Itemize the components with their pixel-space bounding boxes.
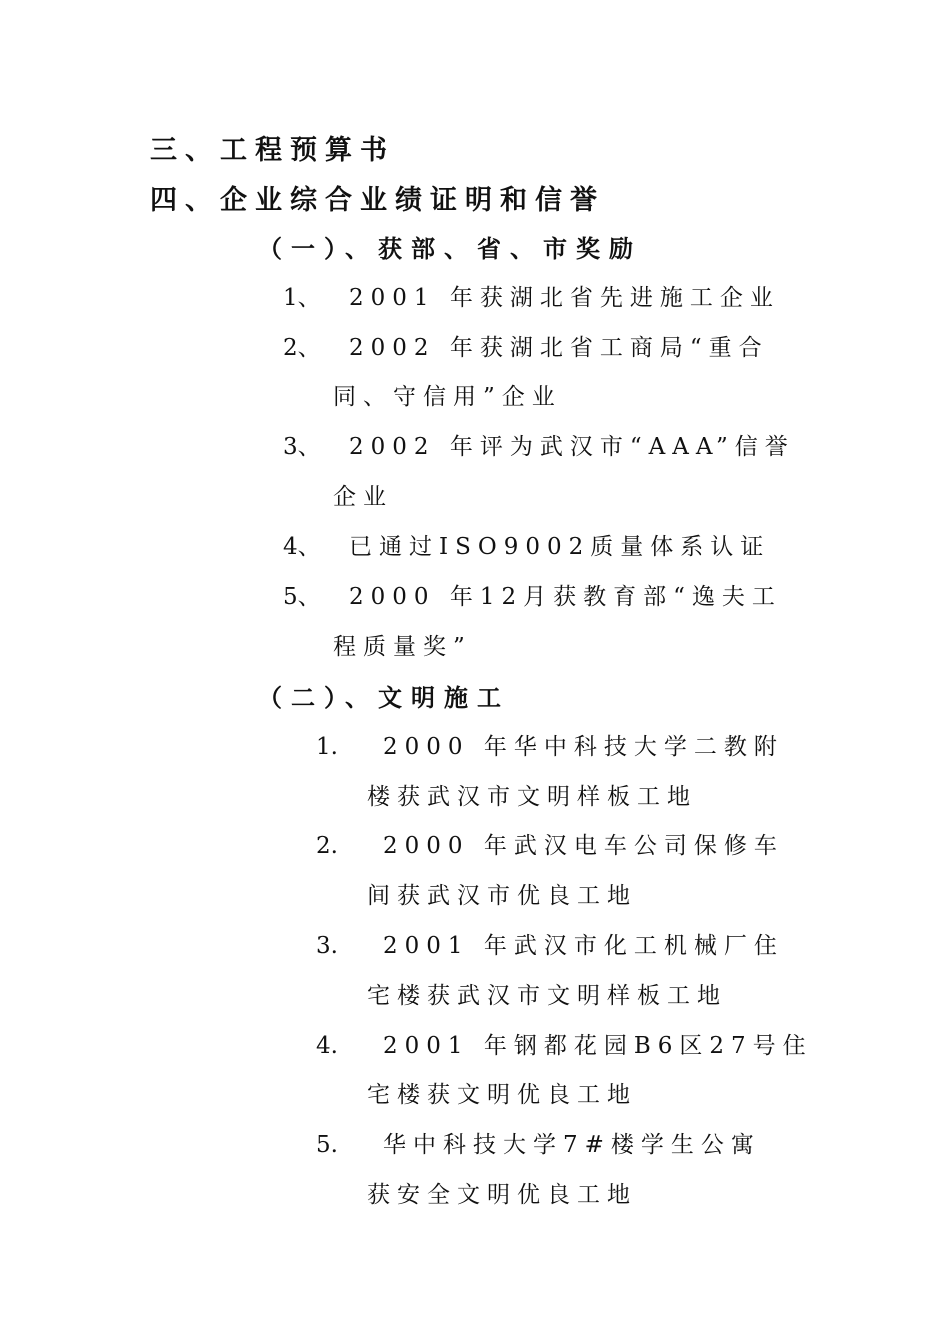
award-item-4 [283, 536, 770, 559]
award-item-1 [283, 287, 780, 310]
list-item-text: 已通过ISO9002质量体系认证 [349, 534, 771, 560]
list-number: 5、 [283, 584, 321, 610]
site-item-3 [316, 935, 784, 958]
list-number: 1、 [283, 285, 321, 311]
list-number: 3、 [283, 434, 321, 460]
list-number: 4. [316, 1033, 338, 1059]
award-item-5 [283, 586, 782, 609]
list-item-text: 2001 年钢都花园B6区27号住 [383, 1033, 813, 1059]
site-item-4 [316, 1035, 813, 1058]
site-item-5-continued: 获安全文明优良工地 [367, 1182, 637, 1208]
list-item-text: 2001 年获湖北省先进施工企业 [349, 285, 780, 311]
site-item-1 [316, 736, 784, 759]
award-item-3-continued: 企业 [333, 484, 393, 510]
list-item-text: 2002 年评为武汉市“AAA”信誉 [349, 434, 795, 460]
list-item-text: 2000 年华中科技大学二教附 [383, 734, 784, 760]
subsection-heading-civilized-construction: （二）、文明施工 [258, 683, 510, 712]
site-item-4-continued: 宅楼获文明优良工地 [367, 1082, 637, 1108]
list-item-text: 2002 年获湖北省工商局“重合 [349, 335, 769, 361]
list-number: 2. [316, 833, 338, 859]
subsection-heading-awards: （一）、获部、省、市奖励 [258, 234, 642, 263]
list-number: 4、 [283, 534, 321, 560]
award-item-2-continued: 同、守信用”企业 [333, 384, 562, 410]
site-item-1-continued: 楼获武汉市文明样板工地 [367, 784, 697, 810]
section-heading-budget: 三、工程预算书 [150, 135, 395, 166]
list-number: 5. [316, 1132, 338, 1158]
section-heading-achievements: 四、企业综合业绩证明和信誉 [150, 185, 605, 216]
site-item-5 [316, 1134, 761, 1157]
site-item-2 [316, 835, 784, 858]
list-item-text: 2000 年武汉电车公司保修车 [383, 833, 784, 859]
list-number: 1. [316, 734, 338, 760]
site-item-3-continued: 宅楼获武汉市文明样板工地 [367, 983, 727, 1009]
list-number: 3. [316, 933, 338, 959]
award-item-3 [283, 436, 795, 459]
list-item-text: 华中科技大学7#楼学生公寓 [383, 1132, 761, 1158]
award-item-5-continued: 程质量奖” [333, 634, 472, 660]
site-item-2-continued: 间获武汉市优良工地 [367, 883, 637, 909]
list-number: 2、 [283, 335, 321, 361]
list-item-text: 2000 年12月获教育部“逸夫工 [349, 584, 782, 610]
list-item-text: 2001 年武汉市化工机械厂住 [383, 933, 784, 959]
award-item-2 [283, 337, 769, 360]
